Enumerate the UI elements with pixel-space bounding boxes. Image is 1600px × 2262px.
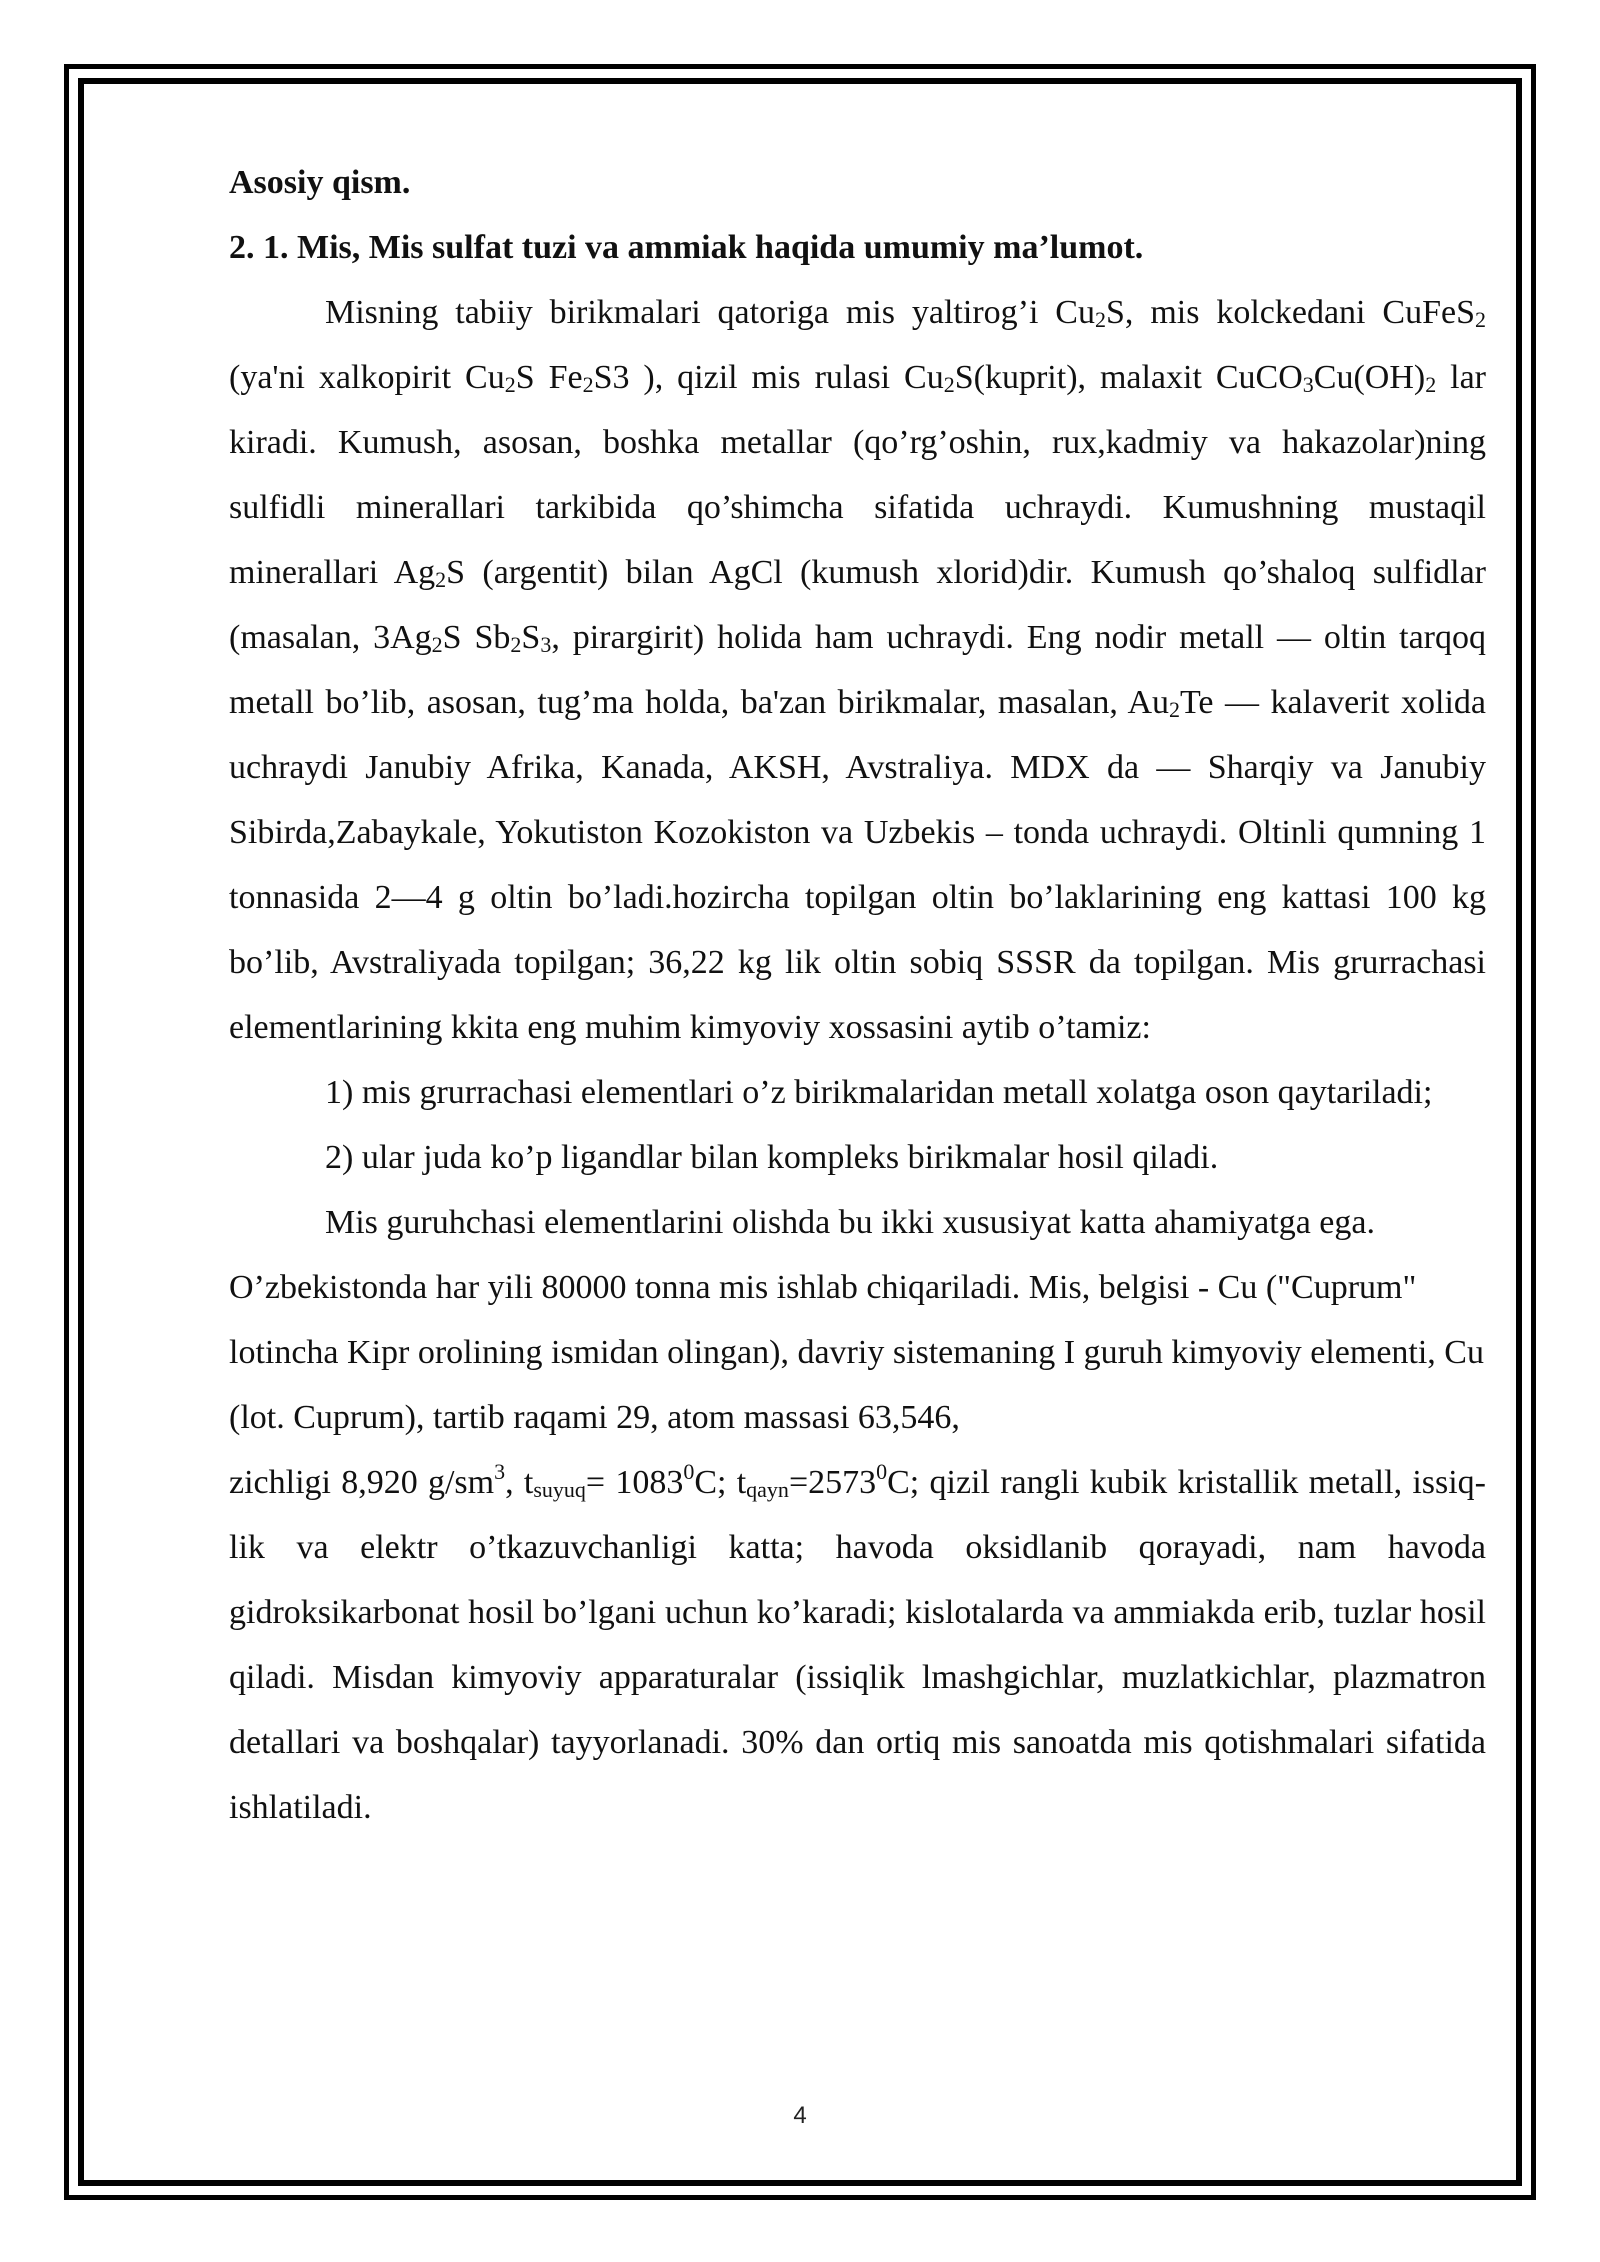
subsection-heading: 2. 1. Mis, Mis sulfat tuzi va ammiak haqida umumiy ma’lumot.	[229, 229, 1144, 266]
list-item-2: 2) ular juda ko’p ligandlar bilan kompleks birikmalar hosil qiladi.	[325, 1139, 1219, 1176]
paragraph-copper-properties: zichligi 8,920 $g/sm^3$, $t_{suyuq}= 1083^0C$; $t_{qayn}=2573^0C$; qizil rangli kubik kristallik metall, issiq- lik va elektr o’tkazuvchanligi katta; havoda oksidlanib qorayadi, nam havoda gidroksikarbonat hosil bo’lgani uchun ko’karadi; kislotalarda va ammiakda erib, tuzlar hosil qiladi. Misdan kimyoviy apparaturalar (issiqlik lmashgichlar, muzlatkichlar, plazmatron detallari va boshqalar) tayyorlanadi. 30% dan ortiq mis sanoatda mis qotishmalari sifatida ishlatiladi.	[229, 1459, 1487, 1826]
paragraph-copper-group: Mis guruhchasi elementlarini olishda bu ikki xususiyat katta ahamiyatga ega. O’zbekistonda har yili 80000 tonna mis ishlab chiqariladi. Mis, belgisi - Cu ("Cuprum" lotincha Kipr orolining ismidan olingan), davriy sistemaning I guruh kimyoviy elementi, Cu (lot. Cuprum), tartib raqami 29, atom massasi 63,546,	[229, 1204, 1484, 1436]
paragraph-minerals: Misning tabiiy birikmalari qatoriga mis yaltirog’i $Cu_2S$, mis kolckedani CuFeS$_2$ (ya'ni xalkopirit $Cu_2S$ $Fe_2S3$ ), qizil mis rulasi $Cu_2S(kuprit)$, malaxit $CuCO_3Cu(OH)_2$ lar kiradi. Kumush, asosan, boshka metallar (qo’rg’oshin, rux,kadmiy va hakazolar)ning sulfidli minerallari tarkibida qo’shimcha sifatida uchraydi. Kumushning mustaqil minerallari $Ag_2S$ (argentit) bilan AgCl (kumush xlorid)dir. Kumush qo’shaloq sulfidlar (masalan, $3Ag_2S$ $Sb_2S_3$, pirargirit) holida ham uchraydi. Eng nodir metall — oltin tarqoq metall bo’lib, asosan, tug’ma holda, ba'zan birikmalar, masalan, $Au_2Te$ — kalaverit xolida uchraydi Janubiy Afrika, Kanada, AKSH, Avstraliya. MDX da — Sharqiy va Janubiy Sibirda,Zabaykale, Yokutiston Kozokiston va Uzbekis – tonda uchraydi. Oltinli qumning 1 tonnasida 2—4 g oltin bo’ladi.hozircha topilgan oltin bo’laklarining eng kattasi 100 kg bo’lib, Avstraliyada topilgan; 36,22 kg lik oltin sobiq SSSR da topilgan. Mis grurrachasi elementlarining kkita eng muhim kimyoviy xossasini aytib o’tamiz:	[229, 294, 1487, 1046]
list-item-1: 1) mis grurrachasi elementlari o’z birikmalaridan metall xolatga oson qaytariladi;	[325, 1074, 1433, 1111]
page-content	[229, 150, 1486, 1840]
section-heading: Asosiy qism.	[229, 164, 411, 201]
page-number: 4	[793, 2102, 807, 2129]
